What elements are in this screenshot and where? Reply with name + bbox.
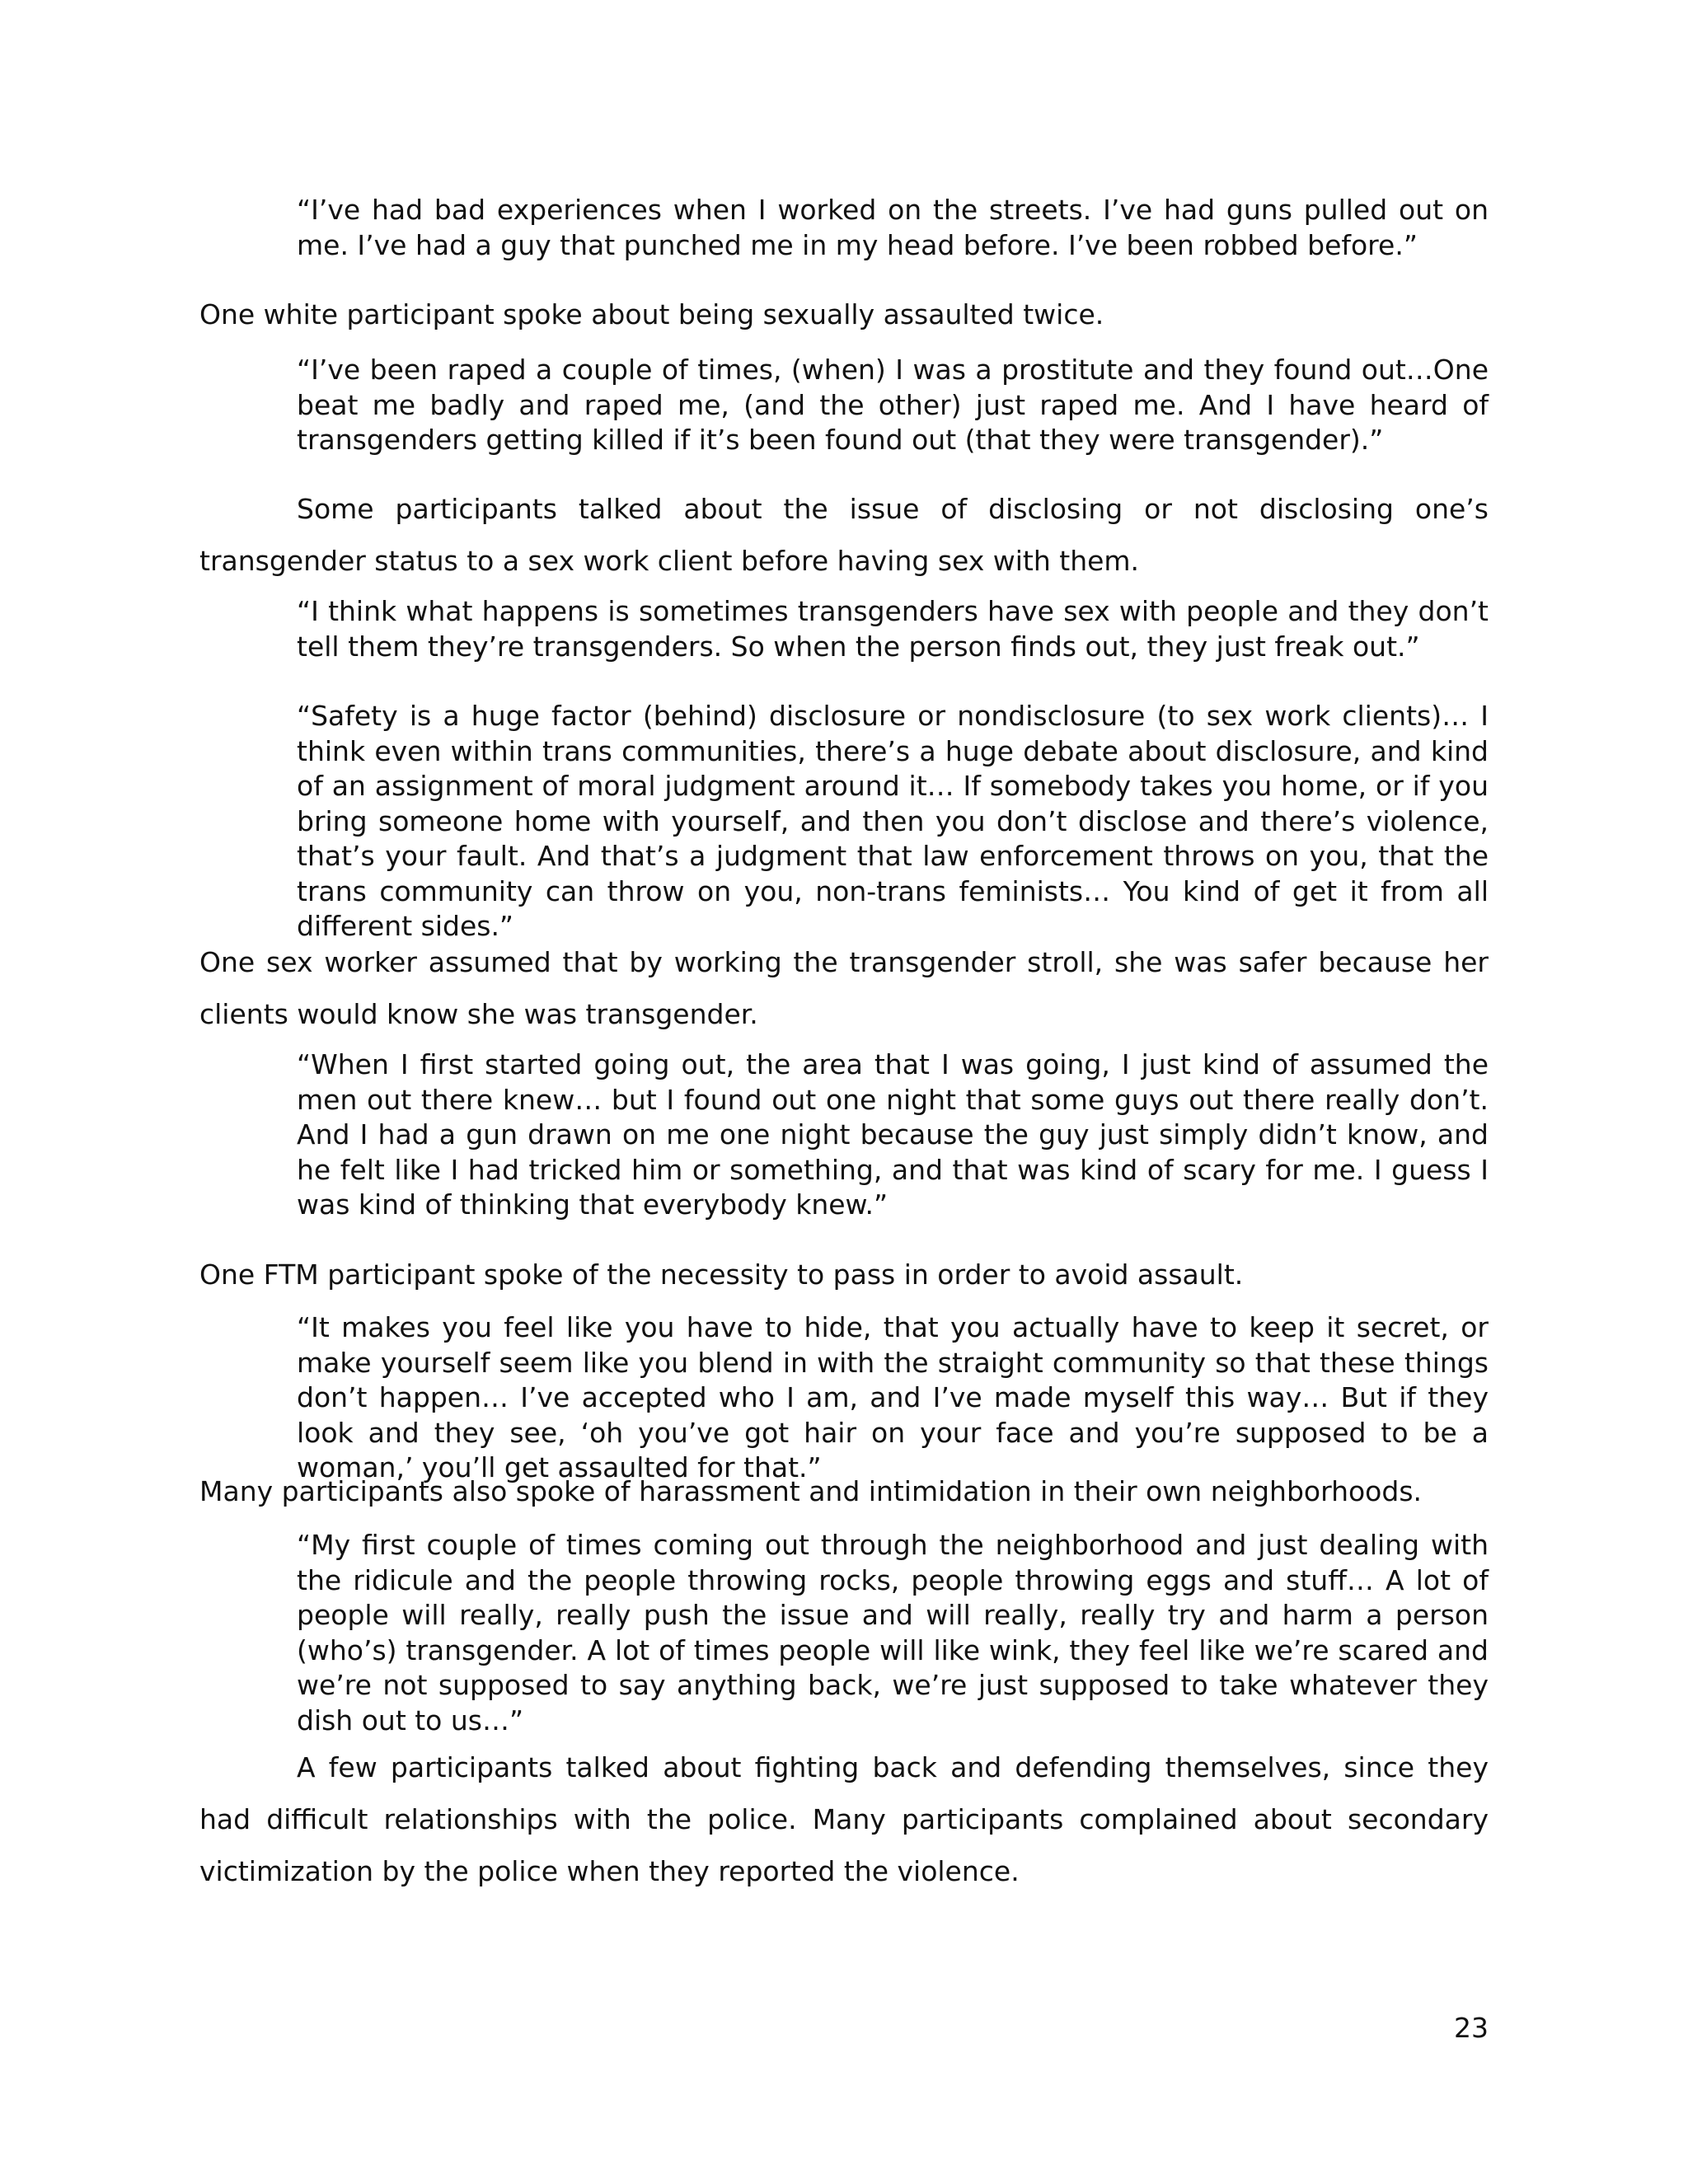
paragraph-disclosure-intro: Some participants talked about the issue of disclosing or not disclosing one’s transgender status to a sex work client before having sex with them. — [199, 493, 1489, 577]
paragraph-sexual-assault-intro: One white participant spoke about being sexually assaulted twice. — [199, 298, 1104, 330]
paragraph-transgender-stroll: One sex worker assumed that by working the transgender stroll, she was safer because her clients would know she was transgender. — [199, 946, 1489, 1030]
quote-street-experiences: “I’ve had bad experiences when I worked on the streets. I’ve had guns pulled out on me. I’ve had a guy that punched me in my head before. I’ve been robbed before.” — [297, 194, 1489, 261]
page-number: 23 — [1454, 2012, 1489, 2044]
quote-gun-drawn: “When I first started going out, the area that I was going, I just kind of assumed the men out there knew… but I found out one night that some guys out there really don’t. And I had a gun drawn on me one night because the guy just simply didn’t know, and he felt like I had tricked him or something, and that was kind of scary for me. I guess I was kind of thinking that everybody knew.” — [297, 1048, 1489, 1221]
quote-neighborhood: “My first couple of times coming out through the neighborhood and just dealing with the ridicule and the people throwing rocks, people throwing eggs and stuff… A lot of people will really, really push the issue and will really, really try and harm a person (who’s) transgender. A lot of times people will like wink, they feel like we’re scared and we’re not supposed to say anything back, we’re just supposed to take whatever they dish out to us…” — [297, 1529, 1489, 1736]
paragraph-ftm-passing: One FTM participant spoke of the necessity to pass in order to avoid assault. — [199, 1258, 1244, 1291]
paragraph-fighting-back: A few participants talked about fighting back and defending themselves, since they had difficult relationships with the police. Many participants complained about secondary victimization by the police when they reported the violence. — [199, 1751, 1489, 1887]
quote-safety-disclosure: “Safety is a huge factor (behind) disclosure or nondisclosure (to sex work clients)… I think even within trans communities, there’s a huge debate about disclosure, and kind of an assignment of moral judgment around it… If somebody takes you home, or if you bring someone home with yourself, and then you don’t disclose and there’s violence, that’s your fault. And that’s a judgment that law enforcement throws on you, that the trans community can throw on you, non-trans feminists… You kind of get it from all different sides.” — [297, 700, 1489, 942]
paragraph-neighborhood-harassment: Many participants also spoke of harassment and intimidation in their own neighborhoods. — [199, 1475, 1423, 1507]
quote-freak-out: “I think what happens is sometimes transgenders have sex with people and they don’t tell them they’re transgenders. So when the person finds out, they just freak out.” — [297, 595, 1489, 663]
quote-hide: “It makes you feel like you have to hide, that you actually have to keep it secret, or make yourself seem like you blend in with the straight community so that these things don’t happen… I’ve accepted who I am, and I’ve made myself this way… But if they look and they see, ‘oh you’ve got hair on your face and you’re supposed to be a woman,’ you’ll get assaulted for that.” — [297, 1311, 1489, 1483]
quote-raped: “I’ve been raped a couple of times, (when) I was a prostitute and they found out…One beat me badly and raped me, (and the other) just raped me. And I have heard of transgenders getting killed if it’s been found out (that they were transgender).” — [297, 354, 1489, 456]
